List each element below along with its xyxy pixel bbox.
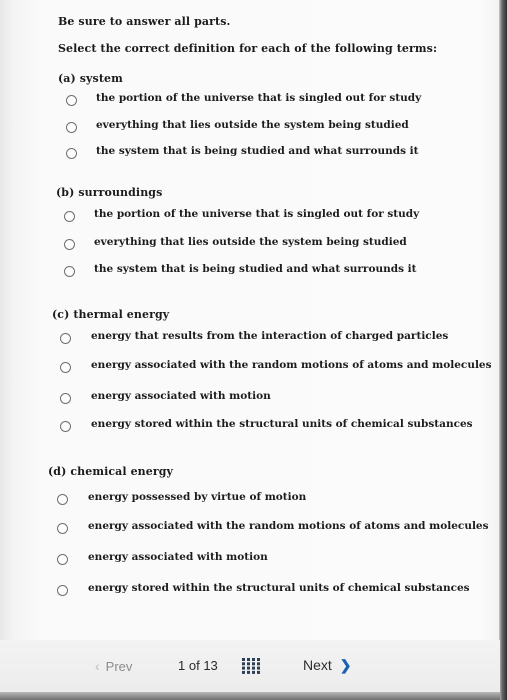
question-a-label: (a) system [58, 72, 123, 85]
radio-button[interactable] [66, 148, 77, 159]
option-text: energy stored within the structural units of chemical substances [88, 582, 470, 594]
option-text: energy associated with the random motions of atoms and molecules [88, 520, 489, 532]
question-c-option-4[interactable] [60, 418, 473, 436]
option-text: everything that lies outside the system being studied [96, 119, 409, 131]
option-text: energy associated with the random motions of atoms and molecules [91, 359, 492, 371]
radio-button[interactable] [57, 585, 68, 596]
question-a-option-1[interactable] [66, 92, 422, 110]
question-b-option-1[interactable] [64, 208, 420, 226]
option-text: the portion of the universe that is singled out for study [96, 92, 422, 104]
question-b-option-2[interactable] [64, 236, 407, 254]
question-c-option-1[interactable] [60, 330, 449, 348]
option-text: energy stored within the structural units of chemical substances [91, 418, 473, 430]
question-b-option-3[interactable] [64, 263, 417, 281]
radio-button[interactable] [60, 421, 71, 432]
next-label: Next [303, 657, 332, 673]
option-text: everything that lies outside the system being studied [94, 236, 407, 248]
question-d-option-2[interactable] [57, 520, 489, 538]
question-c-option-2[interactable] [60, 359, 492, 377]
question-d-option-4[interactable] [57, 582, 470, 600]
option-text: energy that results from the interaction of charged particles [91, 330, 449, 342]
radio-button[interactable] [57, 554, 68, 565]
radio-button[interactable] [60, 393, 71, 404]
page-of: of [188, 658, 200, 673]
question-b-label: (b) surroundings [56, 186, 163, 199]
instruction-select-definition: Select the correct definition for each of the following terms: [58, 42, 438, 55]
option-text: energy possessed by virtue of motion [88, 491, 307, 503]
prev-label: Prev [105, 659, 133, 674]
page-current: 1 [178, 658, 186, 673]
radio-button[interactable] [64, 211, 75, 222]
option-text: energy associated with motion [91, 390, 271, 402]
radio-button[interactable] [64, 266, 75, 277]
question-a-option-3[interactable] [66, 145, 419, 163]
radio-button[interactable] [57, 494, 68, 505]
question-c-option-3[interactable] [60, 390, 310, 408]
page-total: 13 [203, 658, 218, 673]
screen-edge [499, 0, 507, 700]
prev-button[interactable] [95, 658, 132, 674]
page-indicator [178, 658, 218, 673]
next-button[interactable] [303, 657, 352, 674]
radio-button[interactable] [64, 239, 75, 250]
question-a-option-2[interactable] [66, 119, 409, 137]
radio-button[interactable] [60, 333, 71, 344]
option-text: the system that is being studied and what surrounds it [96, 145, 419, 157]
question-d-label: (d) chemical energy [48, 465, 174, 478]
question-d-option-1[interactable] [57, 491, 357, 509]
navigation-bar-edge [0, 692, 500, 700]
instruction-answer-all: Be sure to answer all parts. [58, 15, 231, 28]
radio-button[interactable] [66, 95, 77, 106]
question-d-option-3[interactable] [57, 551, 307, 569]
option-text: the system that is being studied and what surrounds it [94, 263, 417, 275]
option-text: energy associated with motion [88, 551, 268, 563]
chevron-right-icon: ❯ [339, 657, 352, 673]
chevron-left-icon: ‹ [95, 658, 100, 674]
grid-icon[interactable] [242, 658, 260, 674]
radio-button[interactable] [66, 122, 77, 133]
question-c-label: (c) thermal energy [52, 308, 170, 321]
radio-button[interactable] [57, 523, 68, 534]
radio-button[interactable] [60, 362, 71, 373]
option-text: the portion of the universe that is singled out for study [94, 208, 420, 220]
